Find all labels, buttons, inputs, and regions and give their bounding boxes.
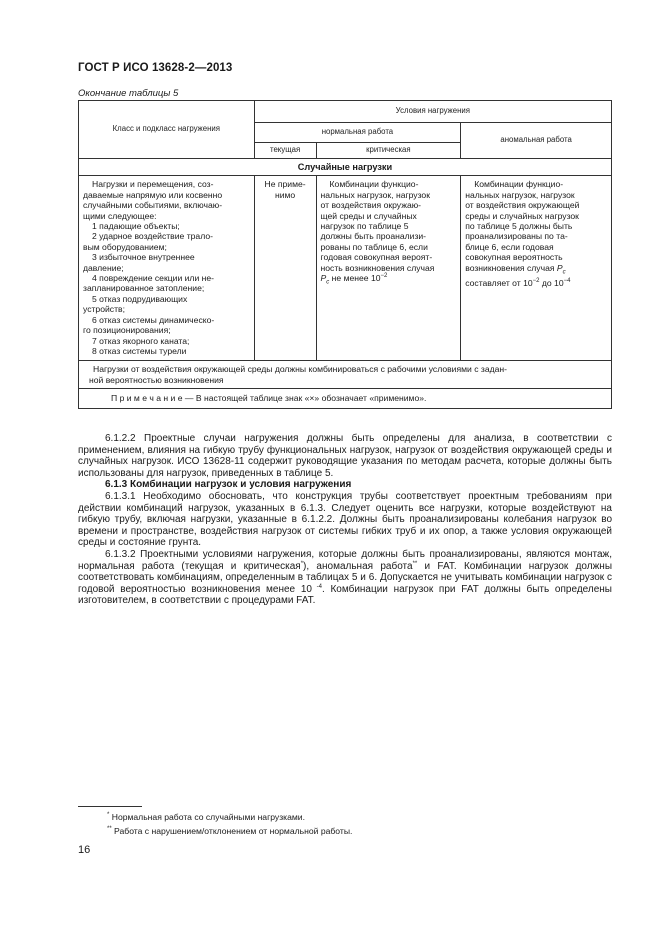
footnote-2: ** Работа с нарушением/отклонением от нормальной работы. xyxy=(107,826,353,836)
abnormal-line-9: возникновения случая $P_c$ xyxy=(465,262,566,276)
note-text: — В настоящей таблице знак «×» обозначает «применимо». xyxy=(182,393,427,404)
critical-last-line: $P_c$ не менее $10^{-2}$ xyxy=(320,273,388,286)
abnormal-line: совокупная вероятность xyxy=(465,252,563,263)
abnormal-cell xyxy=(461,176,612,361)
abnormal-line: среды и случайных нагрузок xyxy=(465,210,579,221)
critical-line: должны быть проанализи- xyxy=(320,231,427,242)
critical-line: от воздействия окружаю- xyxy=(320,200,422,211)
abnormal-line: Комбинации функцио- xyxy=(474,179,564,190)
class-line: 4 повреждение секции или не- xyxy=(92,273,215,284)
critical-line: рованы по таблице 6, если xyxy=(320,241,428,252)
abnormal-line: блице 6, если годовая xyxy=(465,241,554,252)
note-label: П р и м е ч а н и е xyxy=(111,393,183,404)
abnormal-line: нальных нагрузок, нагрузок xyxy=(465,189,575,200)
footnote-separator xyxy=(78,806,142,807)
col-header-current: текущая xyxy=(254,143,316,159)
critical-lines xyxy=(321,179,457,273)
class-line: случайными событиями, включаю- xyxy=(83,200,223,211)
document-code: ГОСТ Р ИСО 13628-2—2013 xyxy=(78,62,233,74)
current-line: Не приме- xyxy=(264,179,306,190)
col-header-critical: критическая xyxy=(316,143,461,159)
footnote-1: * Нормальная работа со случайными нагрузками. xyxy=(107,812,305,822)
class-line: 1 падающие объекты; xyxy=(92,221,180,232)
critical-line: щей среды и случайных xyxy=(320,210,417,221)
table-note xyxy=(79,389,612,408)
col-header-conditions: Условия нагружения xyxy=(254,101,611,123)
critical-line: годовая совокупная вероят- xyxy=(320,252,433,263)
class-line: запланированное затопление; xyxy=(83,283,205,294)
paragraph-6-1-3-2: 6.1.3.2 Проектными условиями нагружения, которые должны быть проанализированы, являются монтаж, нормальная работа (текущая и критическая*), аномальная работа** и FAT. Комбинации нагрузок должны соответствовать комбинациям, определенным в таблицах 5 и 6. Допускается не учитывать комбинации нагрузок с годовой вероятностью возникновения менее 10 $^{-4}$. Комбинации нагрузок при FAT должны быть определены изготовителем, в соответствии с процедурами FAT. xyxy=(78,548,613,607)
class-lines xyxy=(83,179,250,356)
critical-line: ность возникновения случая xyxy=(320,262,435,273)
paragraph-6-1-3-1: 6.1.3.1 Необходимо обосновать, что конструкция трубы соответствует проектным требованиям при действии комбинаций нагрузок, указанных в 6.1.3. Следует оценить все нагрузки, которые воздействуют на гибкую трубу, включая нагрузки, указанные в 6.1.2.2. Должны быть проанализированы колебания нагрузок во времени и пространстве, воздействия нагрузок от системы гибких труб и их опор, а также условия окружающей среды и состояние грунта. xyxy=(78,490,612,549)
abnormal-line: по таблице 5 должны быть xyxy=(465,221,573,232)
class-line: устройств; xyxy=(83,304,125,315)
table-caption: Окончание таблицы 5 xyxy=(78,88,179,99)
section-heading-6-1-3: 6.1.3 Комбинации нагрузок и условия нагружения xyxy=(105,479,352,491)
class-line: 7 отказ якорного каната; xyxy=(92,335,190,346)
environment-note xyxy=(79,361,612,389)
current-cell xyxy=(254,176,316,361)
abnormal-line: от воздействия окружающей xyxy=(465,200,580,211)
col-header-class: Класс и подкласс нагружения xyxy=(79,101,255,159)
class-line: 5 отказ подрудивающих xyxy=(92,293,188,304)
class-cell xyxy=(79,176,255,361)
footnote-ref: * xyxy=(300,560,304,567)
class-line: щими следующее: xyxy=(83,210,157,221)
class-line: 3 избыточное внутреннее xyxy=(92,252,195,263)
class-line: 8 отказ системы турели xyxy=(92,345,187,356)
col-header-abnormal: аномальная работа xyxy=(461,123,612,159)
class-line: 6 отказ системы динамическо- xyxy=(92,314,215,325)
section-title: Случайные нагрузки xyxy=(79,159,612,176)
class-line: 2 ударное воздействие трало- xyxy=(92,231,213,242)
abnormal-lines xyxy=(465,179,607,262)
body-text xyxy=(78,433,612,607)
critical-cell xyxy=(316,176,461,361)
class-line: Нагрузки и перемещения, соз- xyxy=(92,179,214,190)
current-line: нимо xyxy=(274,189,296,200)
environment-note-line: Нагрузки от воздействия окружающей среды должны комбинироваться с рабочими условиями с задан- xyxy=(93,364,508,375)
environment-note-line: ной вероятностью возникновения xyxy=(89,374,224,385)
class-line: вым оборудованием; xyxy=(83,241,167,252)
critical-line: нальных нагрузок, нагрузок xyxy=(320,189,430,200)
abnormal-line-10: составляет от $10^{-2}$ до $10^{-4}$ xyxy=(465,277,571,288)
page-number: 16 xyxy=(78,844,91,856)
paragraph-6-1-2-2: 6.1.2.2 Проектные случаи нагружения должны быть определены для анализа, в соответствии с применением, влияния на гибкую трубу функциональных нагрузок, нагрузок от воздействия окружающей среды и случайных нагрузок. ИСО 13628-11 содержит руководящие указания по методам расчета, которые должны быть использованы для нагрузок, приведенных в таблице 5. xyxy=(78,433,612,479)
class-line: даваемые напрямую или косвенно xyxy=(83,189,223,200)
critical-line: нагрузок по таблице 5 xyxy=(320,221,409,232)
footnote-ref: ** xyxy=(412,560,418,567)
class-line: давление; xyxy=(83,262,124,273)
critical-line: Комбинации функцио- xyxy=(329,179,419,190)
class-line: го позиционирования; xyxy=(83,325,171,336)
load-table xyxy=(78,100,612,409)
col-header-normal: нормальная работа xyxy=(254,123,461,143)
abnormal-line: проанализированы по та- xyxy=(465,231,568,242)
